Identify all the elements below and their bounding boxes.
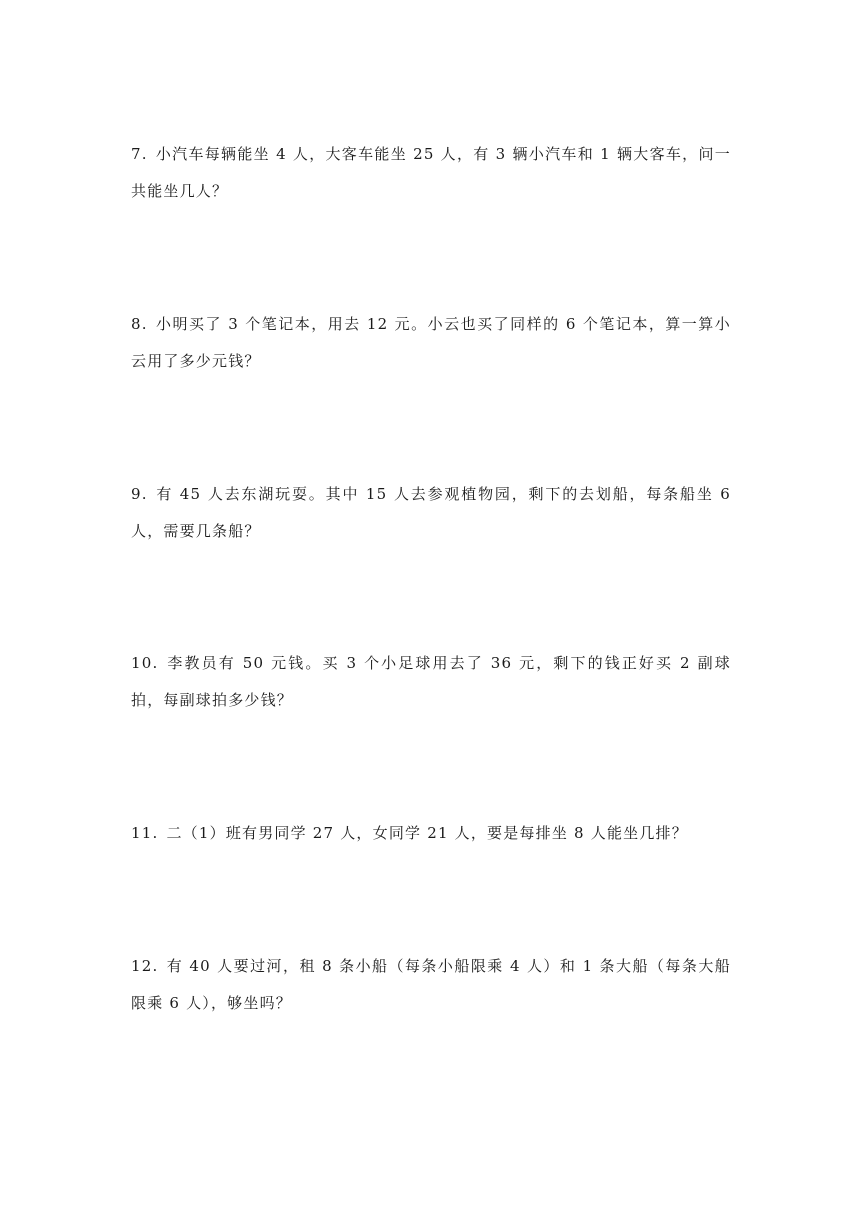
problem-11: [131, 815, 731, 852]
problem-8: [131, 306, 731, 380]
problem-9: [131, 476, 731, 550]
problem-text: 有 45 人去东湖玩耍。其中 15 人去参观植物园，剩下的去划船，每条船坐 6 人，需要几条船？: [131, 485, 731, 540]
problem-number: 7.: [131, 145, 148, 163]
problem-text: 二（1）班有男同学 27 人，女同学 21 人，要是每排坐 8 人能坐几排？: [166, 824, 688, 842]
problem-7: [131, 136, 731, 210]
problem-number: 9.: [131, 485, 148, 503]
problem-number: 11.: [131, 824, 159, 842]
problem-12: [131, 948, 731, 1022]
problem-number: 10.: [131, 654, 159, 672]
problem-text: 李教员有 50 元钱。买 3 个小足球用去了 36 元，剩下的钱正好买 2 副球拍，每副球拍多少钱？: [131, 654, 731, 709]
problem-number: 12.: [131, 957, 159, 975]
problem-text: 小明买了 3 个笔记本，用去 12 元。小云也买了同样的 6 个笔记本，算一算小云用了多少元钱？: [131, 315, 731, 370]
problem-number: 8.: [131, 315, 148, 333]
problem-10: [131, 645, 731, 719]
problem-text: 小汽车每辆能坐 4 人，大客车能坐 25 人，有 3 辆小汽车和 1 辆大客车，问一共能坐几人？: [131, 145, 731, 200]
problem-text: 有 40 人要过河，租 8 条小船（每条小船限乘 4 人）和 1 条大船（每条大船限乘 6 人），够坐吗？: [131, 957, 731, 1012]
